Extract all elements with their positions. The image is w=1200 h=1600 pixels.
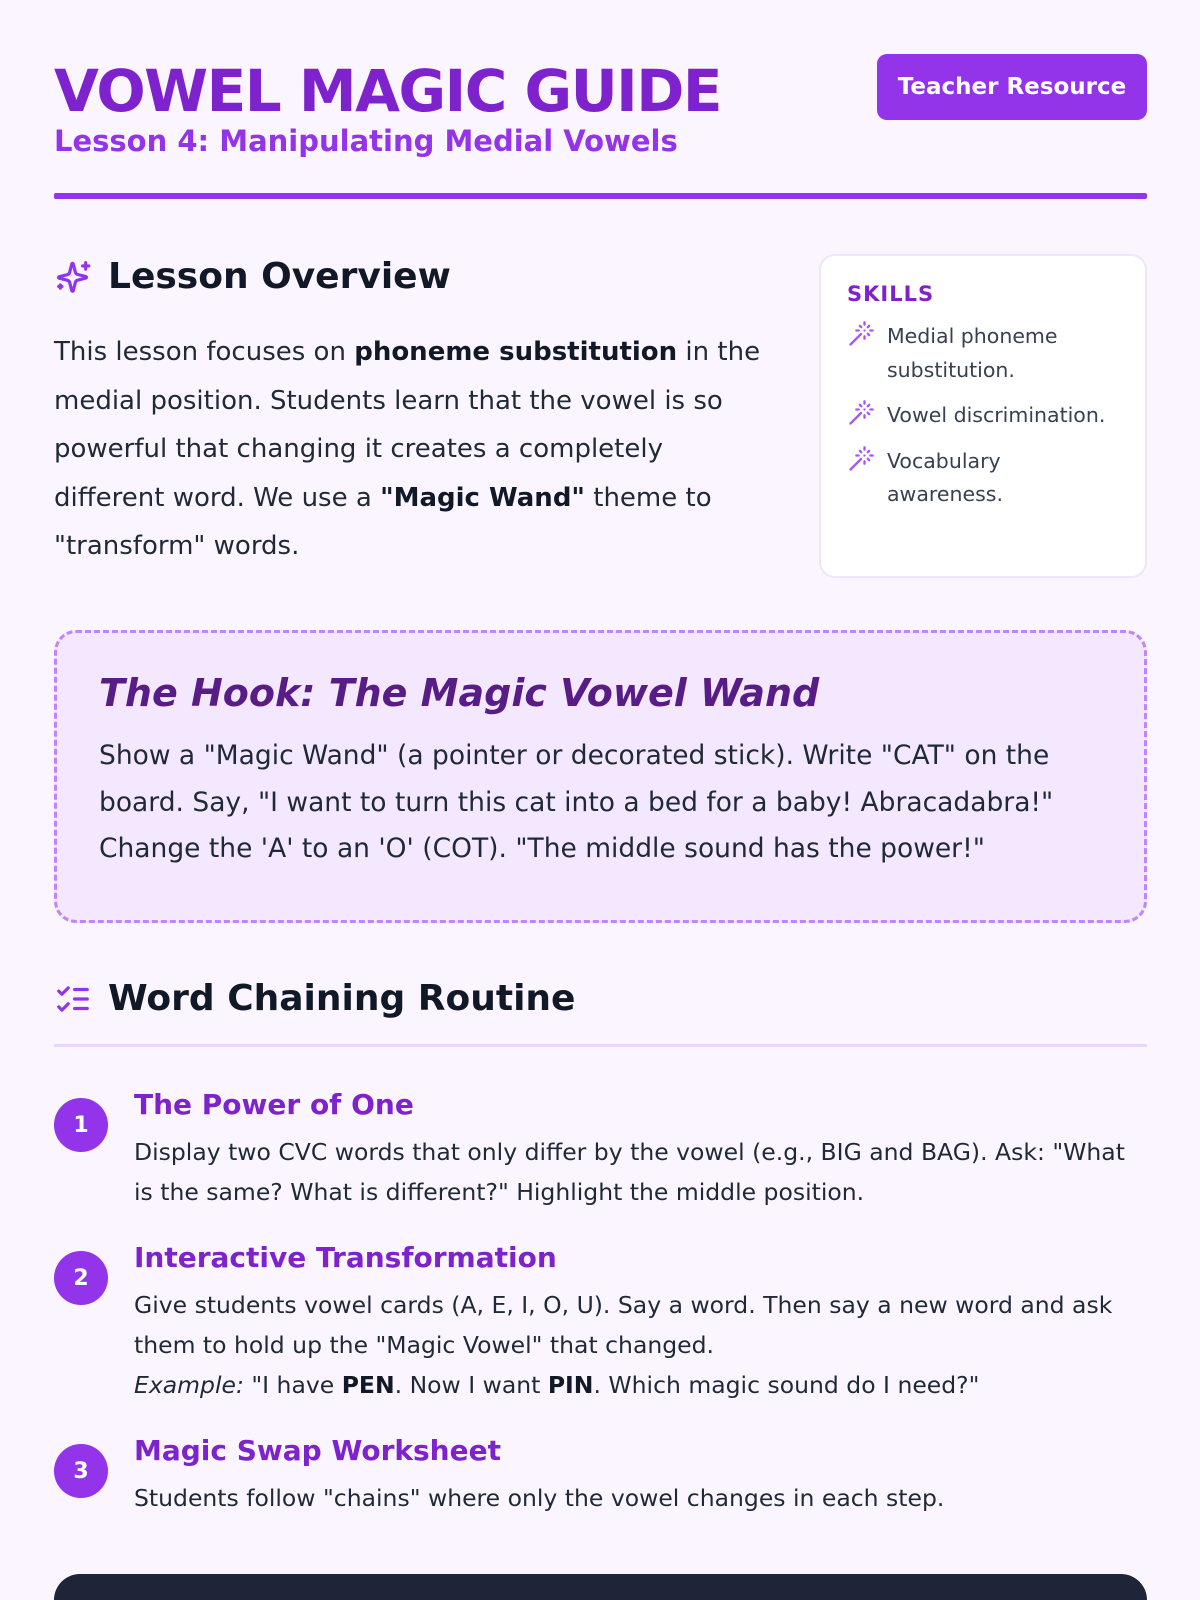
skill-item	[847, 445, 1121, 512]
step-title: Magic Swap Worksheet	[134, 1434, 501, 1467]
page-title: VOWEL MAGIC GUIDE	[54, 57, 722, 125]
lesson-overview-section	[54, 250, 1147, 580]
overview-heading-row	[54, 256, 451, 297]
hook-callout	[54, 630, 1147, 923]
step-text-body: Give students vowel cards (A, E, I, O, U). Say a word. Then say a new word and ask them to hold up the "Magic Vowel" that changed.	[134, 1291, 1113, 1359]
step-number: 2	[54, 1251, 108, 1305]
magic-wand-icon	[847, 399, 875, 427]
header	[54, 52, 1147, 200]
overview-text-part: This lesson focuses on	[54, 337, 355, 367]
step-text: Display two CVC words that only differ by the vowel (e.g., BIG and BAG). Ask: "What is the same? What is different?" Highlight the middle position.	[134, 1138, 1125, 1206]
header-divider	[54, 193, 1147, 199]
skill-item	[847, 320, 1121, 387]
step-title: Interactive Transformation	[134, 1241, 557, 1274]
overview-text-part: theme to "transform" words.	[54, 482, 712, 561]
example-text: "I have	[243, 1371, 342, 1399]
skill-label: Vocabulary awareness.	[887, 448, 1003, 506]
skills-card	[819, 254, 1147, 578]
step-number: 3	[54, 1444, 108, 1498]
skills-heading: SKILLS	[847, 282, 935, 306]
example-text: . Which magic sound do I need?"	[593, 1371, 980, 1399]
overview-text-part: in the medial position. Students learn that the vowel is so powerful that changing it creates a completely different word. We use a	[54, 337, 761, 513]
step-number: 1	[54, 1098, 108, 1152]
routine-divider	[54, 1044, 1147, 1047]
magic-wand-icon	[847, 445, 875, 473]
example-word: PEN	[341, 1371, 395, 1399]
overview-emphasis: "Magic Wand"	[380, 482, 585, 513]
skill-label: Medial phoneme substitution.	[887, 324, 1058, 382]
magic-wand-icon	[847, 320, 875, 348]
step-text	[134, 1285, 1134, 1405]
skill-label: Vowel discrimination.	[887, 403, 1106, 427]
step-text: Students follow "chains" where only the vowel changes in each step.	[134, 1484, 945, 1512]
hook-text: Show a "Magic Wand" (a pointer or decorated stick). Write "CAT" on the board. Say, "I want to turn this cat into a bed for a baby! Abracadabra!" Change the 'A' to an 'O' (COT). "The middle sound has the power!"	[99, 740, 1054, 864]
lesson-subtitle: Lesson 4: Manipulating Medial Vowels	[54, 124, 678, 158]
overview-paragraph	[54, 328, 774, 571]
routine-heading: Word Chaining Routine	[108, 978, 576, 1019]
example-text: . Now I want	[394, 1371, 548, 1399]
example-word: PIN	[547, 1371, 594, 1399]
step-title: The Power of One	[134, 1088, 414, 1121]
footer-bar	[54, 1574, 1147, 1600]
teacher-resource-badge: Teacher Resource	[877, 54, 1147, 120]
lesson-page	[54, 0, 1147, 1600]
hook-heading: The Hook: The Magic Vowel Wand	[99, 671, 820, 715]
overview-heading: Lesson Overview	[108, 256, 451, 297]
checklist-icon	[54, 980, 92, 1018]
example-label: Example:	[134, 1371, 244, 1399]
routine-heading-row	[54, 978, 575, 1019]
sparkles-icon	[54, 258, 92, 296]
overview-emphasis: phoneme substitution	[354, 337, 678, 367]
skill-item	[847, 399, 1121, 433]
